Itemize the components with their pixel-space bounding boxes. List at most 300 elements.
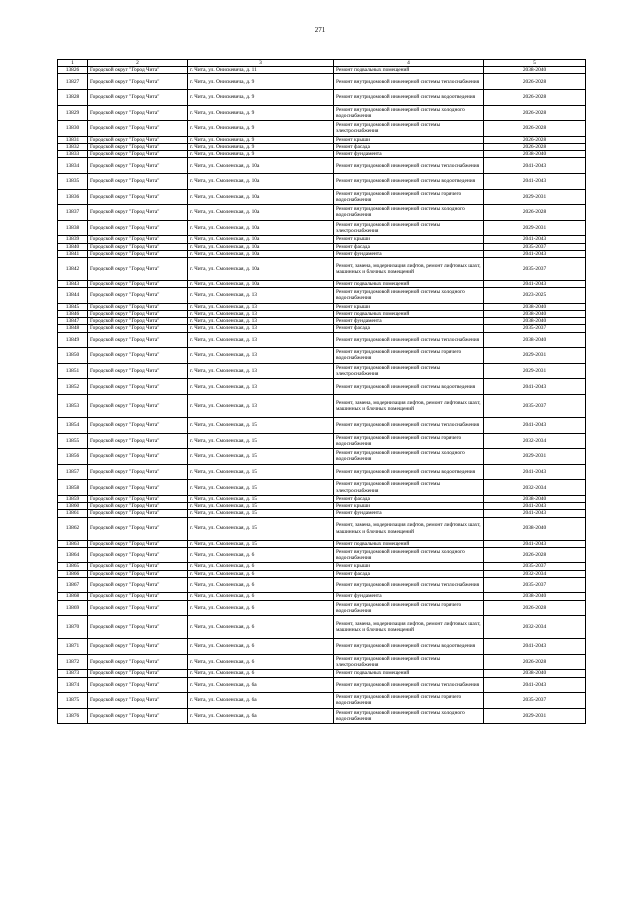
address-cell: г. Чита, ул. Онискевича, д. 9 xyxy=(188,121,334,137)
municipality-cell: Городской округ "Город Чита" xyxy=(88,136,188,143)
period-cell: 2026-2028 xyxy=(484,143,586,150)
municipality-cell: Городской округ "Город Чита" xyxy=(88,480,188,496)
period-cell: 2029-2031 xyxy=(484,449,586,465)
municipality-cell: Городской округ "Город Чита" xyxy=(88,310,188,317)
period-cell: 2038-2040 xyxy=(484,318,586,325)
row-id-cell: 13858 xyxy=(58,480,88,496)
row-id-cell: 13871 xyxy=(58,639,88,655)
municipality-cell: Городской округ "Город Чита" xyxy=(88,173,188,189)
municipality-cell: Городской округ "Город Чита" xyxy=(88,510,188,517)
work-type-cell: Ремонт внутридомовой инженерной системы водоотведения xyxy=(334,379,484,395)
work-type-cell: Ремонт внутридомовой инженерной системы водоотведения xyxy=(334,90,484,106)
period-cell: 2038-2040 xyxy=(484,151,586,158)
work-type-cell: Ремонт внутридомовой инженерной системы теплоснабжения xyxy=(334,332,484,348)
work-type-cell: Ремонт внутридомовой инженерной системы водоотведения xyxy=(334,464,484,480)
address-cell: г. Чита, ул. Смоленская, д. 15 xyxy=(188,495,334,502)
address-cell: г. Чита, ул. Онискевича, д. 9 xyxy=(188,90,334,106)
period-cell: 2032-2034 xyxy=(484,433,586,449)
period-cell: 2038-2040 xyxy=(484,593,586,600)
municipality-cell: Городской округ "Город Чита" xyxy=(88,670,188,677)
column-number: 2 xyxy=(88,60,188,67)
period-cell: 2041-2043 xyxy=(484,503,586,510)
row-id-cell: 13862 xyxy=(58,517,88,540)
work-type-cell: Ремонт фасада xyxy=(334,325,484,332)
municipality-cell: Городской округ "Город Чита" xyxy=(88,250,188,257)
table-row xyxy=(58,510,586,517)
address-cell: г. Чита, ул. Смоленская, д. 13 xyxy=(188,379,334,395)
table-row xyxy=(58,74,586,90)
period-cell: 2041-2043 xyxy=(484,540,586,547)
address-cell: г. Чита, ул. Смоленская, д. 10а xyxy=(188,173,334,189)
address-cell: г. Чита, ул. Смоленская, д. 13 xyxy=(188,332,334,348)
table-row xyxy=(58,158,586,174)
row-id-cell: 13842 xyxy=(58,257,88,280)
table-row xyxy=(58,464,586,480)
address-cell: г. Чита, ул. Смоленская, д. 15 xyxy=(188,417,334,433)
municipality-cell: Городской округ "Город Чита" xyxy=(88,540,188,547)
work-type-cell: Ремонт внутридомовой инженерной системы холодного водоснабжения xyxy=(334,205,484,221)
period-cell: 2026-2028 xyxy=(484,547,586,563)
work-type-cell: Ремонт внутридомовой инженерной системы теплоснабжения xyxy=(334,158,484,174)
period-cell: 2032-2034 xyxy=(484,616,586,639)
table-row xyxy=(58,593,586,600)
municipality-cell: Городской округ "Город Чита" xyxy=(88,189,188,205)
period-cell: 2038-2040 xyxy=(484,517,586,540)
period-cell: 2029-2031 xyxy=(484,708,586,724)
row-id-cell: 13839 xyxy=(58,236,88,243)
municipality-cell: Городской округ "Город Чита" xyxy=(88,151,188,158)
period-cell: 2035-2037 xyxy=(484,693,586,709)
row-id-cell: 13860 xyxy=(58,503,88,510)
table-row xyxy=(58,670,586,677)
municipality-cell: Городской округ "Город Чита" xyxy=(88,379,188,395)
municipality-cell: Городской округ "Город Чита" xyxy=(88,303,188,310)
municipality-cell: Городской округ "Город Чита" xyxy=(88,600,188,616)
row-id-cell: 13859 xyxy=(58,495,88,502)
work-type-cell: Ремонт внутридомовой инженерной системы водоотведения xyxy=(334,173,484,189)
period-cell: 2035-2037 xyxy=(484,243,586,250)
work-type-cell: Ремонт внутридомовой инженерной системы электроснабжения xyxy=(334,363,484,379)
work-type-cell: Ремонт внутридомовой инженерной системы электроснабжения xyxy=(334,480,484,496)
row-id-cell: 13865 xyxy=(58,563,88,570)
work-type-cell: Ремонт внутридомовой инженерной системы водоотведения xyxy=(334,639,484,655)
period-cell: 2026-2028 xyxy=(484,74,586,90)
period-cell: 2041-2043 xyxy=(484,464,586,480)
address-cell: г. Чита, ул. Смоленская, д. 15 xyxy=(188,540,334,547)
address-cell: г. Чита, ул. Смоленская, д. 15 xyxy=(188,480,334,496)
address-cell: г. Чита, ул. Смоленская, д. 6 xyxy=(188,670,334,677)
row-id-cell: 13856 xyxy=(58,449,88,465)
row-id-cell: 13837 xyxy=(58,205,88,221)
address-cell: г. Чита, ул. Онискевича, д. 9 xyxy=(188,105,334,121)
column-number: 4 xyxy=(334,60,484,67)
municipality-cell: Городской округ "Город Чита" xyxy=(88,708,188,724)
row-id-cell: 13855 xyxy=(58,433,88,449)
row-id-cell: 13844 xyxy=(58,288,88,304)
row-id-cell: 13843 xyxy=(58,280,88,287)
row-id-cell: 13866 xyxy=(58,570,88,577)
address-cell: г. Чита, ул. Смоленская, д. 6а xyxy=(188,677,334,693)
work-type-cell: Ремонт крыши xyxy=(334,563,484,570)
work-type-cell: Ремонт фасада xyxy=(334,243,484,250)
work-type-cell: Ремонт подвальных помещений xyxy=(334,670,484,677)
work-type-cell: Ремонт внутридомовой инженерной системы холодного водоснабжения xyxy=(334,105,484,121)
address-cell: г. Чита, ул. Смоленская, д. 13 xyxy=(188,318,334,325)
table-row xyxy=(58,654,586,670)
address-cell: г. Чита, ул. Смоленская, д. 10а xyxy=(188,158,334,174)
address-cell: г. Чита, ул. Смоленская, д. 10а xyxy=(188,257,334,280)
municipality-cell: Городской округ "Город Чита" xyxy=(88,503,188,510)
work-type-cell: Ремонт внутридомовой инженерной системы холодного водоснабжения xyxy=(334,288,484,304)
work-type-cell: Ремонт внутридомовой инженерной системы горячего водоснабжения xyxy=(334,693,484,709)
work-type-cell: Ремонт фасада xyxy=(334,570,484,577)
municipality-cell: Городской округ "Город Чита" xyxy=(88,318,188,325)
municipality-cell: Городской округ "Город Чита" xyxy=(88,394,188,417)
municipality-cell: Городской округ "Город Чита" xyxy=(88,143,188,150)
period-cell: 2026-2028 xyxy=(484,136,586,143)
period-cell: 2029-2031 xyxy=(484,189,586,205)
address-cell: г. Чита, ул. Смоленская, д. 15 xyxy=(188,510,334,517)
table-row xyxy=(58,143,586,150)
municipality-cell: Городской округ "Город Чита" xyxy=(88,433,188,449)
address-cell: г. Чита, ул. Смоленская, д. 6 xyxy=(188,639,334,655)
row-id-cell: 13828 xyxy=(58,90,88,106)
row-id-cell: 13829 xyxy=(58,105,88,121)
period-cell: 2026-2028 xyxy=(484,600,586,616)
municipality-cell: Городской округ "Город Чита" xyxy=(88,257,188,280)
period-cell: 2026-2028 xyxy=(484,105,586,121)
address-cell: г. Чита, ул. Смоленская, д. 13 xyxy=(188,325,334,332)
address-cell: г. Чита, ул. Смоленская, д. 10а xyxy=(188,220,334,236)
address-cell: г. Чита, ул. Смоленская, д. 6 xyxy=(188,563,334,570)
table-row xyxy=(58,600,586,616)
row-id-cell: 13868 xyxy=(58,593,88,600)
work-type-cell: Ремонт фундамента xyxy=(334,510,484,517)
table-row xyxy=(58,332,586,348)
period-cell: 2026-2028 xyxy=(484,90,586,106)
table-row xyxy=(58,563,586,570)
table-row xyxy=(58,257,586,280)
municipality-cell: Городской округ "Город Чита" xyxy=(88,495,188,502)
table-row xyxy=(58,318,586,325)
page-number: 271 xyxy=(314,26,326,34)
period-cell: 2041-2043 xyxy=(484,379,586,395)
address-cell: г. Чита, ул. Смоленская, д. 10а xyxy=(188,236,334,243)
work-type-cell: Ремонт, замена, модернизация лифтов, ремонт лифтовых шахт, машинных и блочных помещений xyxy=(334,517,484,540)
municipality-cell: Городской округ "Город Чита" xyxy=(88,325,188,332)
municipality-cell: Городской округ "Город Чита" xyxy=(88,280,188,287)
work-type-cell: Ремонт, замена, модернизация лифтов, ремонт лифтовых шахт, машинных и блочных помещений xyxy=(334,616,484,639)
period-cell: 2035-2037 xyxy=(484,563,586,570)
table-row xyxy=(58,570,586,577)
period-cell: 2038-2040 xyxy=(484,310,586,317)
table-row xyxy=(58,379,586,395)
municipality-cell: Городской округ "Город Чита" xyxy=(88,616,188,639)
table-row xyxy=(58,540,586,547)
row-id-cell: 13864 xyxy=(58,547,88,563)
row-id-cell: 13836 xyxy=(58,189,88,205)
work-type-cell: Ремонт фундамента xyxy=(334,593,484,600)
address-cell: г. Чита, ул. Онискевича, д. 9 xyxy=(188,136,334,143)
row-id-cell: 13835 xyxy=(58,173,88,189)
row-id-cell: 13850 xyxy=(58,348,88,364)
row-id-cell: 13831 xyxy=(58,136,88,143)
row-id-cell: 13861 xyxy=(58,510,88,517)
row-id-cell: 13852 xyxy=(58,379,88,395)
period-cell: 2041-2043 xyxy=(484,417,586,433)
table-row xyxy=(58,394,586,417)
address-cell: г. Чита, ул. Смоленская, д. 13 xyxy=(188,363,334,379)
row-id-cell: 13826 xyxy=(58,67,88,74)
municipality-cell: Городской округ "Город Чита" xyxy=(88,220,188,236)
table-row xyxy=(58,105,586,121)
period-cell: 2041-2043 xyxy=(484,677,586,693)
work-type-cell: Ремонт крыши xyxy=(334,503,484,510)
row-id-cell: 13854 xyxy=(58,417,88,433)
table-row xyxy=(58,205,586,221)
table-row xyxy=(58,173,586,189)
row-id-cell: 13851 xyxy=(58,363,88,379)
row-id-cell: 13872 xyxy=(58,654,88,670)
address-cell: г. Чита, ул. Онискевича, д. 11 xyxy=(188,67,334,74)
period-cell: 2041-2043 xyxy=(484,250,586,257)
period-cell: 2041-2043 xyxy=(484,510,586,517)
work-type-cell: Ремонт крыши xyxy=(334,136,484,143)
work-type-cell: Ремонт подвальных помещений xyxy=(334,280,484,287)
row-id-cell: 13875 xyxy=(58,693,88,709)
row-id-cell: 13857 xyxy=(58,464,88,480)
address-cell: г. Чита, ул. Смоленская, д. 13 xyxy=(188,394,334,417)
row-id-cell: 13863 xyxy=(58,540,88,547)
period-cell: 2041-2043 xyxy=(484,639,586,655)
municipality-cell: Городской округ "Город Чита" xyxy=(88,348,188,364)
row-id-cell: 13834 xyxy=(58,158,88,174)
row-id-cell: 13848 xyxy=(58,325,88,332)
municipality-cell: Городской округ "Город Чита" xyxy=(88,236,188,243)
table-row xyxy=(58,677,586,693)
table-row xyxy=(58,67,586,74)
municipality-cell: Городской округ "Город Чита" xyxy=(88,105,188,121)
municipality-cell: Городской округ "Город Чита" xyxy=(88,363,188,379)
table-row xyxy=(58,577,586,593)
municipality-cell: Городской округ "Город Чита" xyxy=(88,517,188,540)
row-id-cell: 13827 xyxy=(58,74,88,90)
period-cell: 2026-2028 xyxy=(484,121,586,137)
municipality-cell: Городской округ "Город Чита" xyxy=(88,639,188,655)
table-row xyxy=(58,121,586,137)
work-type-cell: Ремонт внутридомовой инженерной системы электроснабжения xyxy=(334,220,484,236)
table-row xyxy=(58,616,586,639)
row-id-cell: 13876 xyxy=(58,708,88,724)
work-type-cell: Ремонт подвальных помещений xyxy=(334,540,484,547)
work-type-cell: Ремонт внутридомовой инженерной системы холодного водоснабжения xyxy=(334,547,484,563)
municipality-cell: Городской округ "Город Чита" xyxy=(88,417,188,433)
municipality-cell: Городской округ "Город Чита" xyxy=(88,288,188,304)
period-cell: 2032-2034 xyxy=(484,480,586,496)
period-cell: 2041-2043 xyxy=(484,158,586,174)
municipality-cell: Городской округ "Город Чита" xyxy=(88,158,188,174)
address-cell: г. Чита, ул. Смоленская, д. 13 xyxy=(188,288,334,304)
municipality-cell: Городской округ "Город Чита" xyxy=(88,205,188,221)
row-id-cell: 13830 xyxy=(58,121,88,137)
table-row xyxy=(58,236,586,243)
row-id-cell: 13870 xyxy=(58,616,88,639)
table-row xyxy=(58,288,586,304)
period-cell: 2038-2040 xyxy=(484,332,586,348)
period-cell: 2023-2025 xyxy=(484,288,586,304)
table-row xyxy=(58,363,586,379)
row-id-cell: 13873 xyxy=(58,670,88,677)
row-id-cell: 13853 xyxy=(58,394,88,417)
municipality-cell: Городской округ "Город Чита" xyxy=(88,74,188,90)
address-cell: г. Чита, ул. Онискевича, д. 9 xyxy=(188,143,334,150)
work-type-cell: Ремонт фундамента xyxy=(334,318,484,325)
address-cell: г. Чита, ул. Смоленская, д. 6 xyxy=(188,600,334,616)
period-cell: 2029-2031 xyxy=(484,348,586,364)
table-row xyxy=(58,325,586,332)
address-cell: г. Чита, ул. Смоленская, д. 6а xyxy=(188,708,334,724)
municipality-cell: Городской округ "Город Чита" xyxy=(88,654,188,670)
row-id-cell: 13838 xyxy=(58,220,88,236)
period-cell: 2029-2031 xyxy=(484,220,586,236)
work-type-cell: Ремонт внутридомовой инженерной системы электроснабжения xyxy=(334,121,484,137)
municipality-cell: Городской округ "Город Чита" xyxy=(88,563,188,570)
table-row xyxy=(58,639,586,655)
table-row xyxy=(58,250,586,257)
row-id-cell: 13845 xyxy=(58,303,88,310)
address-cell: г. Чита, ул. Смоленская, д. 15 xyxy=(188,464,334,480)
table-row xyxy=(58,136,586,143)
period-cell: 2026-2028 xyxy=(484,654,586,670)
table-row xyxy=(58,220,586,236)
address-cell: г. Чита, ул. Смоленская, д. 6 xyxy=(188,593,334,600)
address-cell: г. Чита, ул. Смоленская, д. 10а xyxy=(188,280,334,287)
municipality-cell: Городской округ "Город Чита" xyxy=(88,332,188,348)
work-type-cell: Ремонт крыши xyxy=(334,236,484,243)
address-cell: г. Чита, ул. Смоленская, д. 10а xyxy=(188,189,334,205)
work-type-cell: Ремонт фундамента xyxy=(334,250,484,257)
period-cell: 2035-2037 xyxy=(484,325,586,332)
table-row xyxy=(58,433,586,449)
work-type-cell: Ремонт внутридомовой инженерной системы горячего водоснабжения xyxy=(334,433,484,449)
table-row xyxy=(58,280,586,287)
table-row xyxy=(58,480,586,496)
period-cell: 2038-2040 xyxy=(484,303,586,310)
table-row xyxy=(58,708,586,724)
row-id-cell: 13867 xyxy=(58,577,88,593)
row-id-cell: 13833 xyxy=(58,151,88,158)
address-cell: г. Чита, ул. Онискевича, д. 9 xyxy=(188,151,334,158)
address-cell: г. Чита, ул. Смоленская, д. 15 xyxy=(188,433,334,449)
row-id-cell: 13846 xyxy=(58,310,88,317)
work-type-cell: Ремонт внутридомовой инженерной системы теплоснабжения xyxy=(334,577,484,593)
work-type-cell: Ремонт, замена, модернизация лифтов, ремонт лифтовых шахт, машинных и блочных помещений xyxy=(334,257,484,280)
work-type-cell: Ремонт внутридомовой инженерной системы горячего водоснабжения xyxy=(334,189,484,205)
work-type-cell: Ремонт внутридомовой инженерной системы теплоснабжения xyxy=(334,74,484,90)
table-row xyxy=(58,310,586,317)
address-cell: г. Чита, ул. Смоленская, д. 15 xyxy=(188,503,334,510)
column-number-row xyxy=(58,60,586,67)
address-cell: г. Чита, ул. Смоленская, д. 13 xyxy=(188,310,334,317)
work-type-cell: Ремонт внутридомовой инженерной системы горячего водоснабжения xyxy=(334,600,484,616)
row-id-cell: 13841 xyxy=(58,250,88,257)
row-id-cell: 13849 xyxy=(58,332,88,348)
table-row xyxy=(58,417,586,433)
municipality-cell: Городской округ "Город Чита" xyxy=(88,593,188,600)
municipality-cell: Городской округ "Город Чита" xyxy=(88,577,188,593)
row-id-cell: 13840 xyxy=(58,243,88,250)
work-type-cell: Ремонт подвальных помещений xyxy=(334,67,484,74)
repair-schedule-table xyxy=(57,59,586,724)
address-cell: г. Чита, ул. Смоленская, д. 6 xyxy=(188,654,334,670)
address-cell: г. Чита, ул. Смоленская, д. 15 xyxy=(188,517,334,540)
municipality-cell: Городской округ "Город Чита" xyxy=(88,90,188,106)
row-id-cell: 13869 xyxy=(58,600,88,616)
address-cell: г. Чита, ул. Смоленская, д. 13 xyxy=(188,303,334,310)
address-cell: г. Чита, ул. Онискевича, д. 9 xyxy=(188,74,334,90)
table-row xyxy=(58,503,586,510)
municipality-cell: Городской округ "Город Чита" xyxy=(88,693,188,709)
period-cell: 2038-2040 xyxy=(484,67,586,74)
row-id-cell: 13847 xyxy=(58,318,88,325)
municipality-cell: Городской округ "Город Чита" xyxy=(88,464,188,480)
work-type-cell: Ремонт подвальных помещений xyxy=(334,310,484,317)
municipality-cell: Городской округ "Город Чита" xyxy=(88,547,188,563)
address-cell: г. Чита, ул. Смоленская, д. 15 xyxy=(188,449,334,465)
column-number: 1 xyxy=(58,60,88,67)
work-type-cell: Ремонт фундамента xyxy=(334,151,484,158)
work-type-cell: Ремонт внутридомовой инженерной системы электроснабжения xyxy=(334,654,484,670)
period-cell: 2026-2028 xyxy=(484,205,586,221)
table-row xyxy=(58,348,586,364)
work-type-cell: Ремонт внутридомовой инженерной системы холодного водоснабжения xyxy=(334,708,484,724)
address-cell: г. Чита, ул. Смоленская, д. 10а xyxy=(188,205,334,221)
period-cell: 2035-2037 xyxy=(484,257,586,280)
period-cell: 2041-2043 xyxy=(484,173,586,189)
column-number: 5 xyxy=(484,60,586,67)
address-cell: г. Чита, ул. Смоленская, д. 6а xyxy=(188,693,334,709)
table-row xyxy=(58,303,586,310)
work-type-cell: Ремонт, замена, модернизация лифтов, ремонт лифтовых шахт, машинных и блочных помещений xyxy=(334,394,484,417)
work-type-cell: Ремонт внутридомовой инженерной системы теплоснабжения xyxy=(334,677,484,693)
period-cell: 2029-2031 xyxy=(484,363,586,379)
address-cell: г. Чита, ул. Смоленская, д. 10а xyxy=(188,250,334,257)
table-row xyxy=(58,693,586,709)
row-id-cell: 13874 xyxy=(58,677,88,693)
period-cell: 2035-2037 xyxy=(484,394,586,417)
period-cell: 2038-2040 xyxy=(484,495,586,502)
period-cell: 2038-2040 xyxy=(484,670,586,677)
work-type-cell: Ремонт фасада xyxy=(334,143,484,150)
table-row xyxy=(58,547,586,563)
period-cell: 2041-2043 xyxy=(484,280,586,287)
address-cell: г. Чита, ул. Смоленская, д. 6 xyxy=(188,577,334,593)
work-type-cell: Ремонт внутридомовой инженерной системы теплоснабжения xyxy=(334,417,484,433)
work-type-cell: Ремонт фасада xyxy=(334,495,484,502)
row-id-cell: 13832 xyxy=(58,143,88,150)
municipality-cell: Городской округ "Город Чита" xyxy=(88,570,188,577)
address-cell: г. Чита, ул. Смоленская, д. 13 xyxy=(188,348,334,364)
period-cell: 2032-2034 xyxy=(484,570,586,577)
municipality-cell: Городской округ "Город Чита" xyxy=(88,121,188,137)
address-cell: г. Чита, ул. Смоленская, д. 10а xyxy=(188,243,334,250)
table-row xyxy=(58,90,586,106)
municipality-cell: Городской округ "Город Чита" xyxy=(88,243,188,250)
address-cell: г. Чита, ул. Смоленская, д. 6 xyxy=(188,547,334,563)
municipality-cell: Городской округ "Город Чита" xyxy=(88,449,188,465)
address-cell: г. Чита, ул. Смоленская, д. 6 xyxy=(188,570,334,577)
table-row xyxy=(58,243,586,250)
